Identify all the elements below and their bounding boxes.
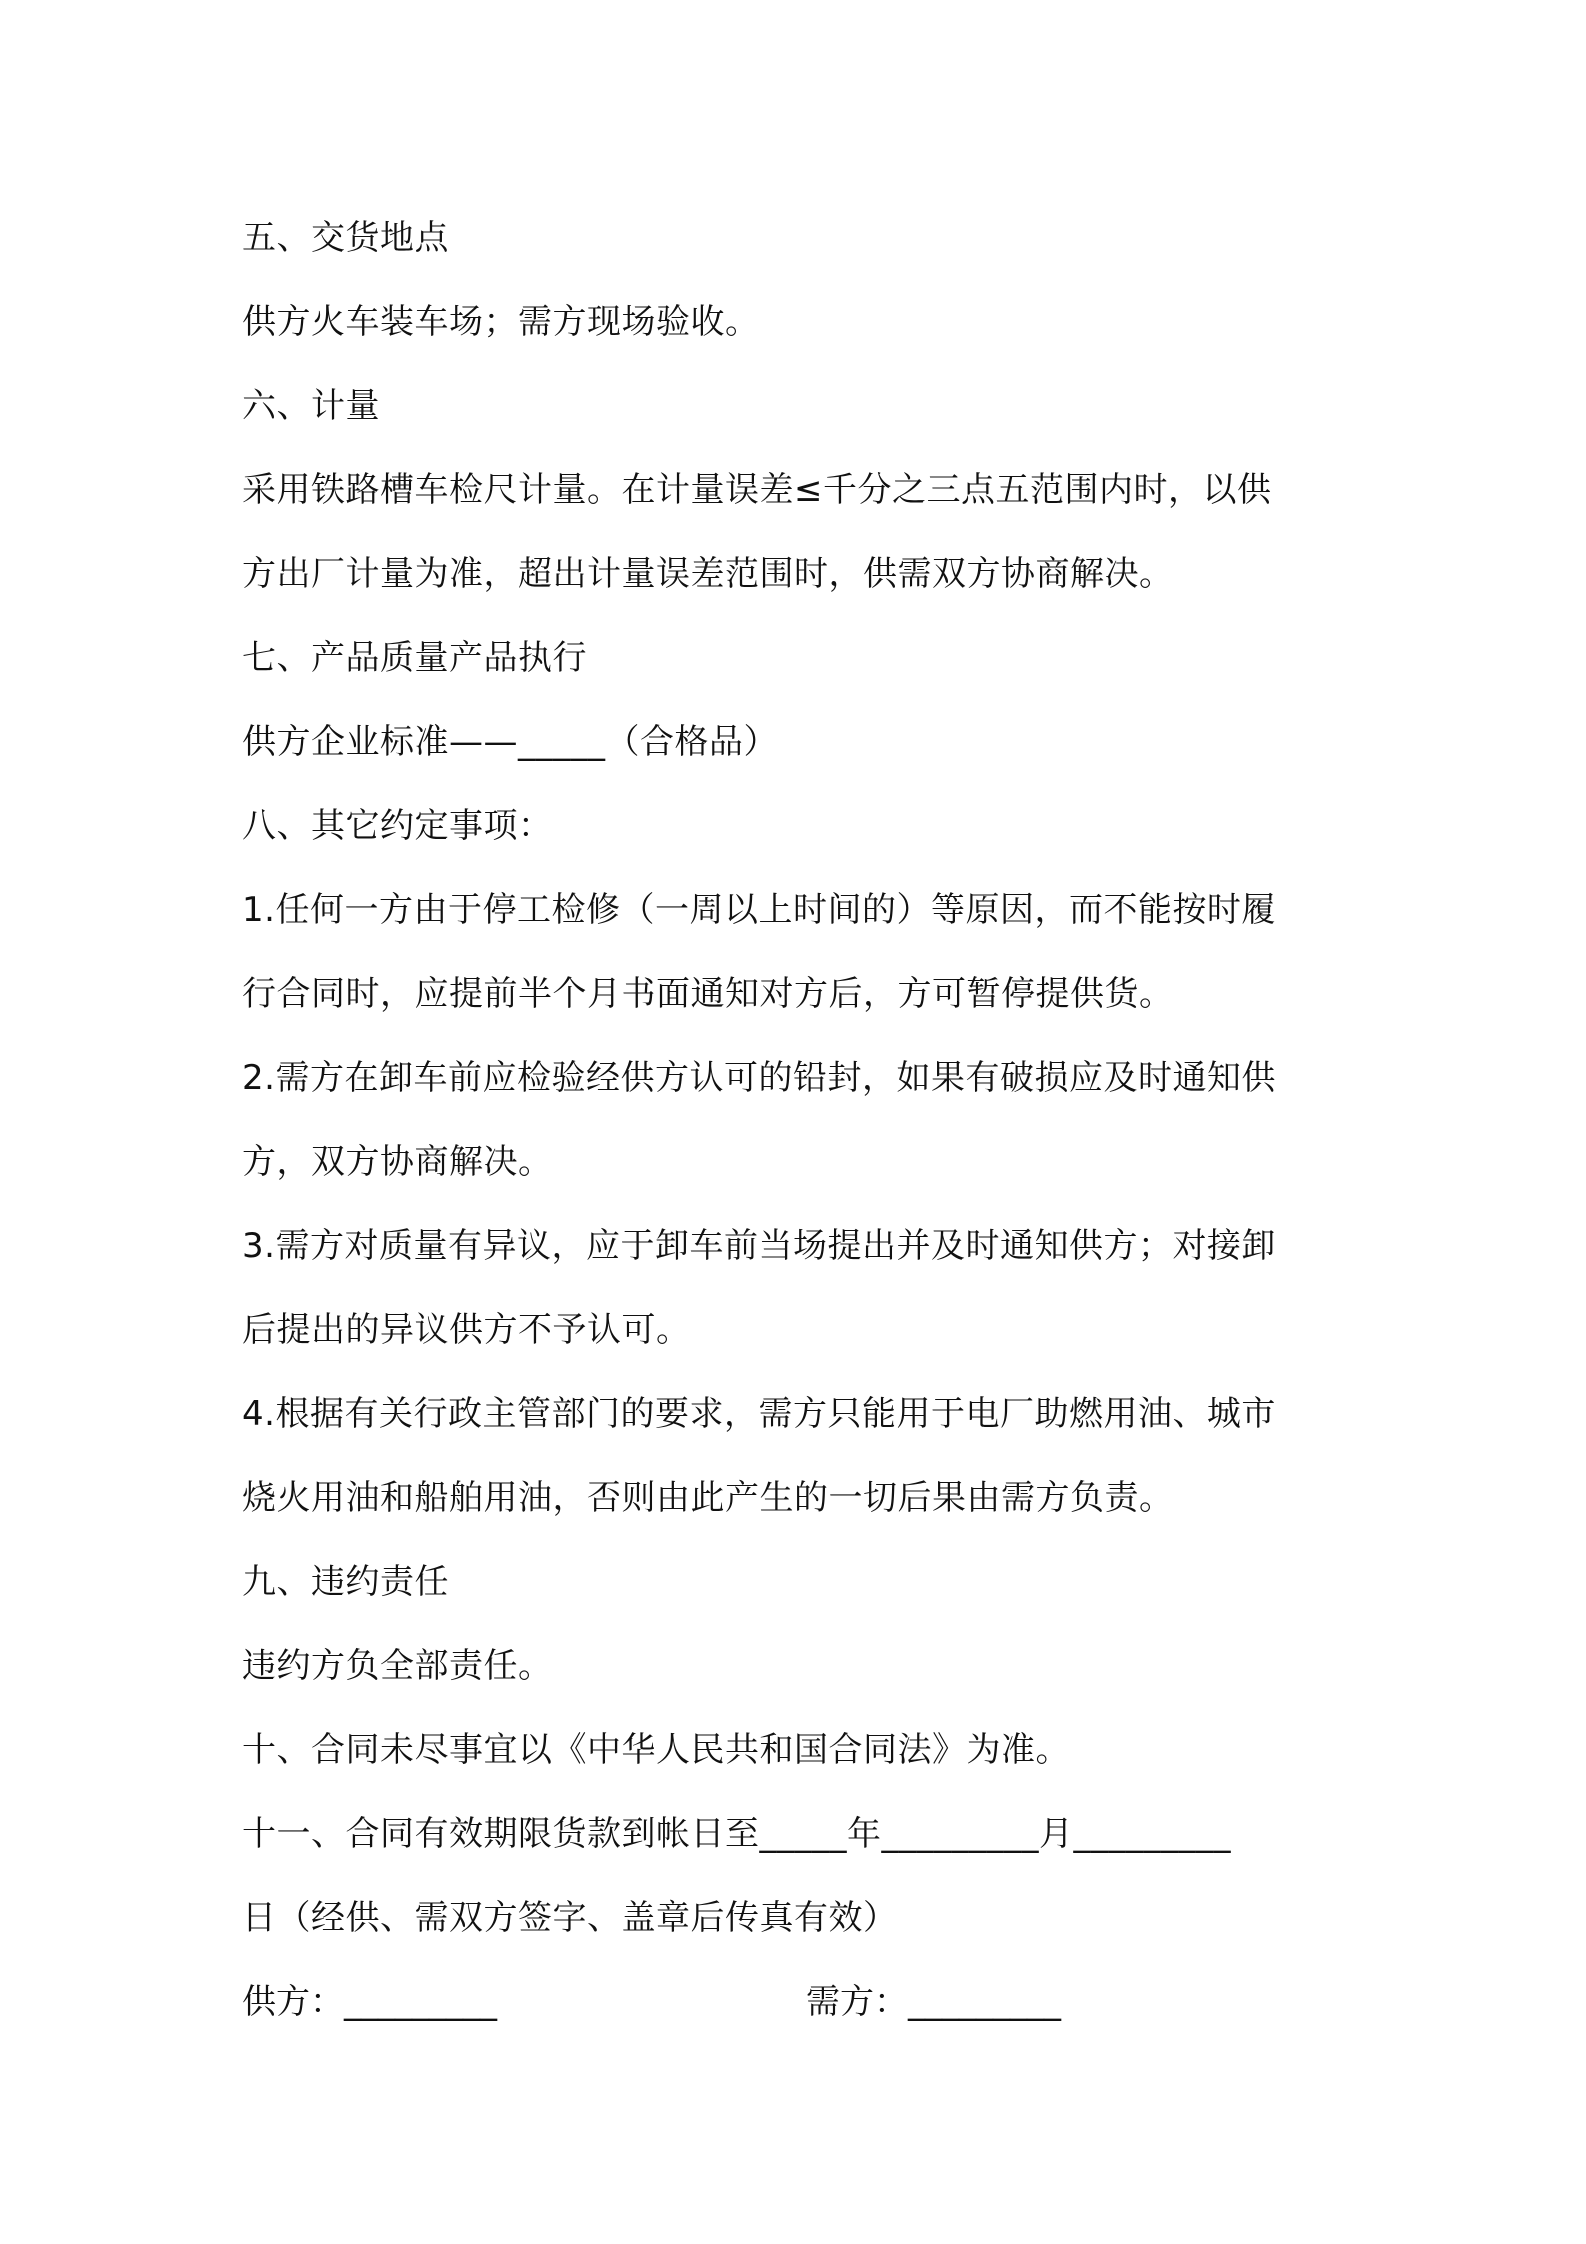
paragraph-line: 烧火用油和船舶用油，否则由此产生的一切后果由需方负责。	[242, 1478, 1174, 1518]
buyer-signature: 需方：_________	[806, 1982, 1061, 2022]
paragraph-line: 4.根据有关行政主管部门的要求，需方只能用于电厂助燃用油、城市	[242, 1394, 1276, 1434]
paragraph-line: 供方火车装车场；需方现场验收。	[242, 302, 760, 342]
paragraph-line: 行合同时，应提前半个月书面通知对方后，方可暂停提供货。	[242, 974, 1174, 1014]
paragraph-line: 方出厂计量为准，超出计量误差范围时，供需双方协商解决。	[242, 554, 1174, 594]
section-heading-quality: 七、产品质量产品执行	[242, 638, 587, 678]
contract-body	[242, 196, 1362, 2044]
paragraph-line: 日（经供、需双方签字、盖章后传真有效）	[242, 1898, 898, 1938]
section-heading-other-terms: 八、其它约定事项：	[242, 806, 553, 846]
signature-row	[242, 1960, 1362, 2044]
section-heading-delivery-location: 五、交货地点	[242, 218, 449, 258]
section-heading-measurement: 六、计量	[242, 386, 380, 426]
section-heading-breach: 九、违约责任	[242, 1562, 449, 1602]
paragraph-line: 违约方负全部责任。	[242, 1646, 553, 1686]
paragraph-line: 后提出的异议供方不予认可。	[242, 1310, 691, 1350]
paragraph-line: 采用铁路槽车检尺计量。在计量误差≤千分之三点五范围内时，以供	[242, 470, 1272, 510]
section-heading-validity: 十一、合同有效期限货款到帐日至_____年_________月_________	[242, 1814, 1231, 1854]
section-heading-governing-law: 十、合同未尽事宜以《中华人民共和国合同法》为准。	[242, 1730, 1070, 1770]
paragraph-line: 1.任何一方由于停工检修（一周以上时间的）等原因，而不能按时履	[242, 890, 1276, 930]
supplier-signature: 供方：_________	[242, 1982, 497, 2022]
paragraph-line: 3.需方对质量有异议，应于卸车前当场提出并及时通知供方；对接卸	[242, 1226, 1276, 1266]
paragraph-line: 方，双方协商解决。	[242, 1142, 553, 1182]
paragraph-line: 2.需方在卸车前应检验经供方认可的铅封，如果有破损应及时通知供	[242, 1058, 1276, 1098]
paragraph-line: 供方企业标准——_____（合格品）	[242, 722, 778, 762]
